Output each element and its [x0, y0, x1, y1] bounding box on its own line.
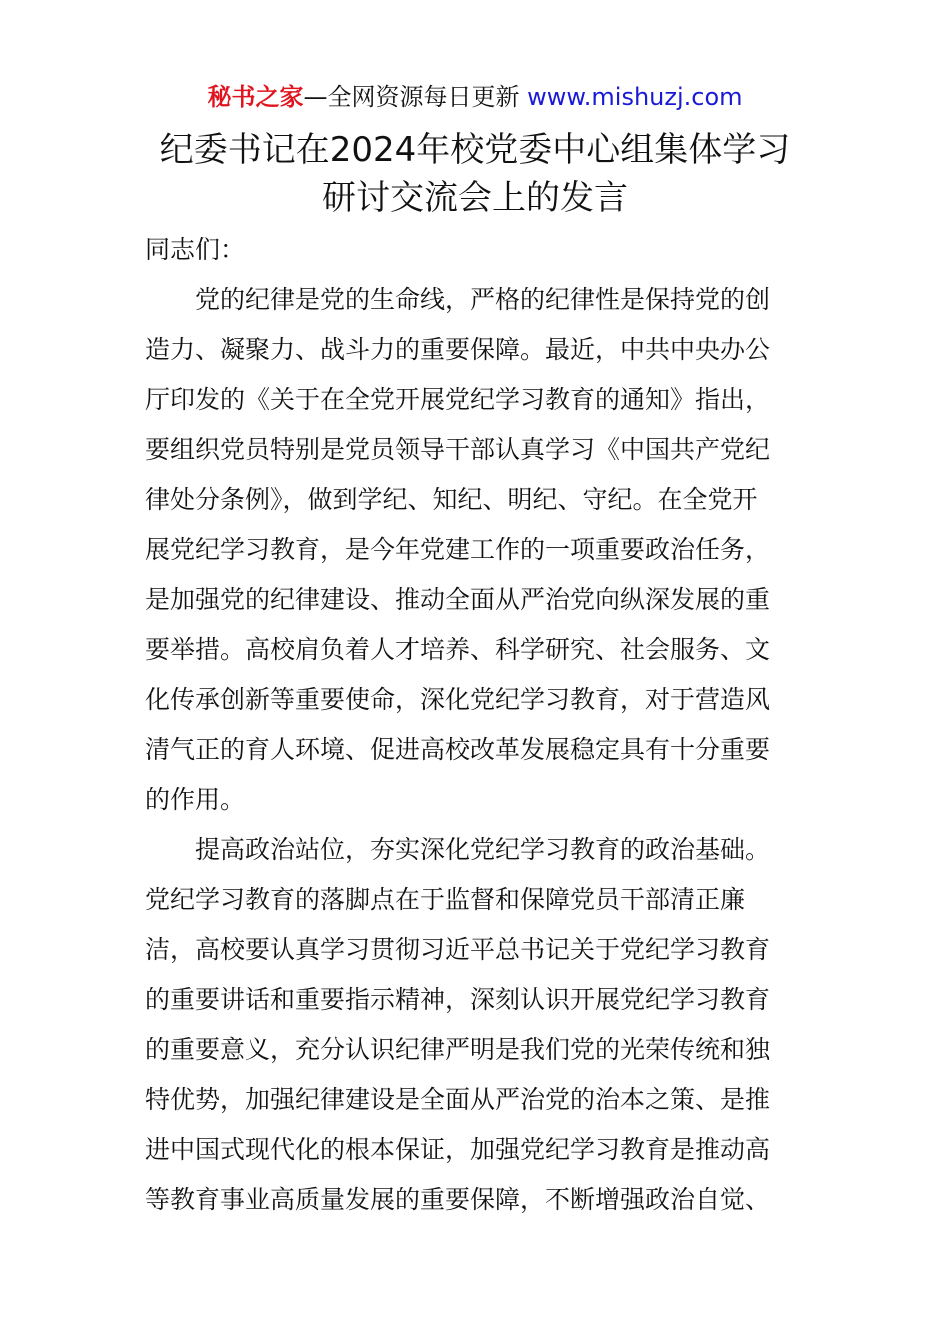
brand-name: 秘书之家: [207, 83, 304, 111]
paragraph-line: 厅印发的《关于在全党开展党纪学习教育的通知》指出，: [145, 385, 771, 414]
paragraph-line: 洁，高校要认真学习贯彻习近平总书记关于党纪学习教育: [145, 935, 771, 964]
paragraph-line: 要举措。高校肩负着人才培养、科学研究、社会服务、文: [145, 635, 771, 664]
document-title: [0, 126, 950, 222]
paragraph-line: 的重要讲话和重要指示精神，深刻认识开展党纪学习教育: [145, 985, 771, 1014]
paragraph-line: 清气正的育人环境、促进高校改革发展稳定具有十分重要: [145, 735, 771, 764]
salutation: 同志们：: [145, 235, 246, 264]
paragraph-2: [145, 825, 805, 1225]
site-url-link[interactable]: www.mishuzj.com: [527, 83, 743, 111]
site-header: [0, 80, 950, 114]
paragraph-line: 的作用。: [145, 785, 246, 814]
paragraph-line: 等教育事业高质量发展的重要保障，不断增强政治自觉、: [145, 1185, 771, 1214]
header-tagline: —全网资源每日更新: [303, 83, 520, 111]
paragraph-line: 化传承创新等重要使命，深化党纪学习教育，对于营造风: [145, 685, 771, 714]
paragraph-line: 党的纪律是党的生命线，严格的纪律性是保持党的创: [195, 285, 771, 314]
paragraph-line: 特优势，加强纪律建设是全面从严治党的治本之策、是推: [145, 1085, 771, 1114]
title-line-1: 纪委书记在2024年校党委中心组集体学习: [159, 130, 791, 170]
paragraph-line: 提高政治站位，夯实深化党纪学习教育的政治基础。: [195, 835, 771, 864]
paragraph-line: 展党纪学习教育，是今年党建工作的一项重要政治任务，: [145, 535, 771, 564]
paragraph-line: 要组织党员特别是党员领导干部认真学习《中国共产党纪: [145, 435, 771, 464]
document-body: [145, 225, 805, 1225]
paragraph-line: 的重要意义，充分认识纪律严明是我们党的光荣传统和独: [145, 1035, 771, 1064]
paragraph-line: 律处分条例》，做到学纪、知纪、明纪、守纪。在全党开: [145, 485, 758, 514]
paragraph-line: 是加强党的纪律建设、推动全面从严治党向纵深发展的重: [145, 585, 771, 614]
paragraph-line: 造力、凝聚力、战斗力的重要保障。最近，中共中央办公: [145, 335, 771, 364]
paragraph-line: 党纪学习教育的落脚点在于监督和保障党员干部清正廉: [145, 885, 746, 914]
paragraph-line: 进中国式现代化的根本保证，加强党纪学习教育是推动高: [145, 1135, 771, 1164]
paragraph-1: [145, 275, 805, 825]
title-line-2: 研讨交流会上的发言: [322, 178, 628, 218]
